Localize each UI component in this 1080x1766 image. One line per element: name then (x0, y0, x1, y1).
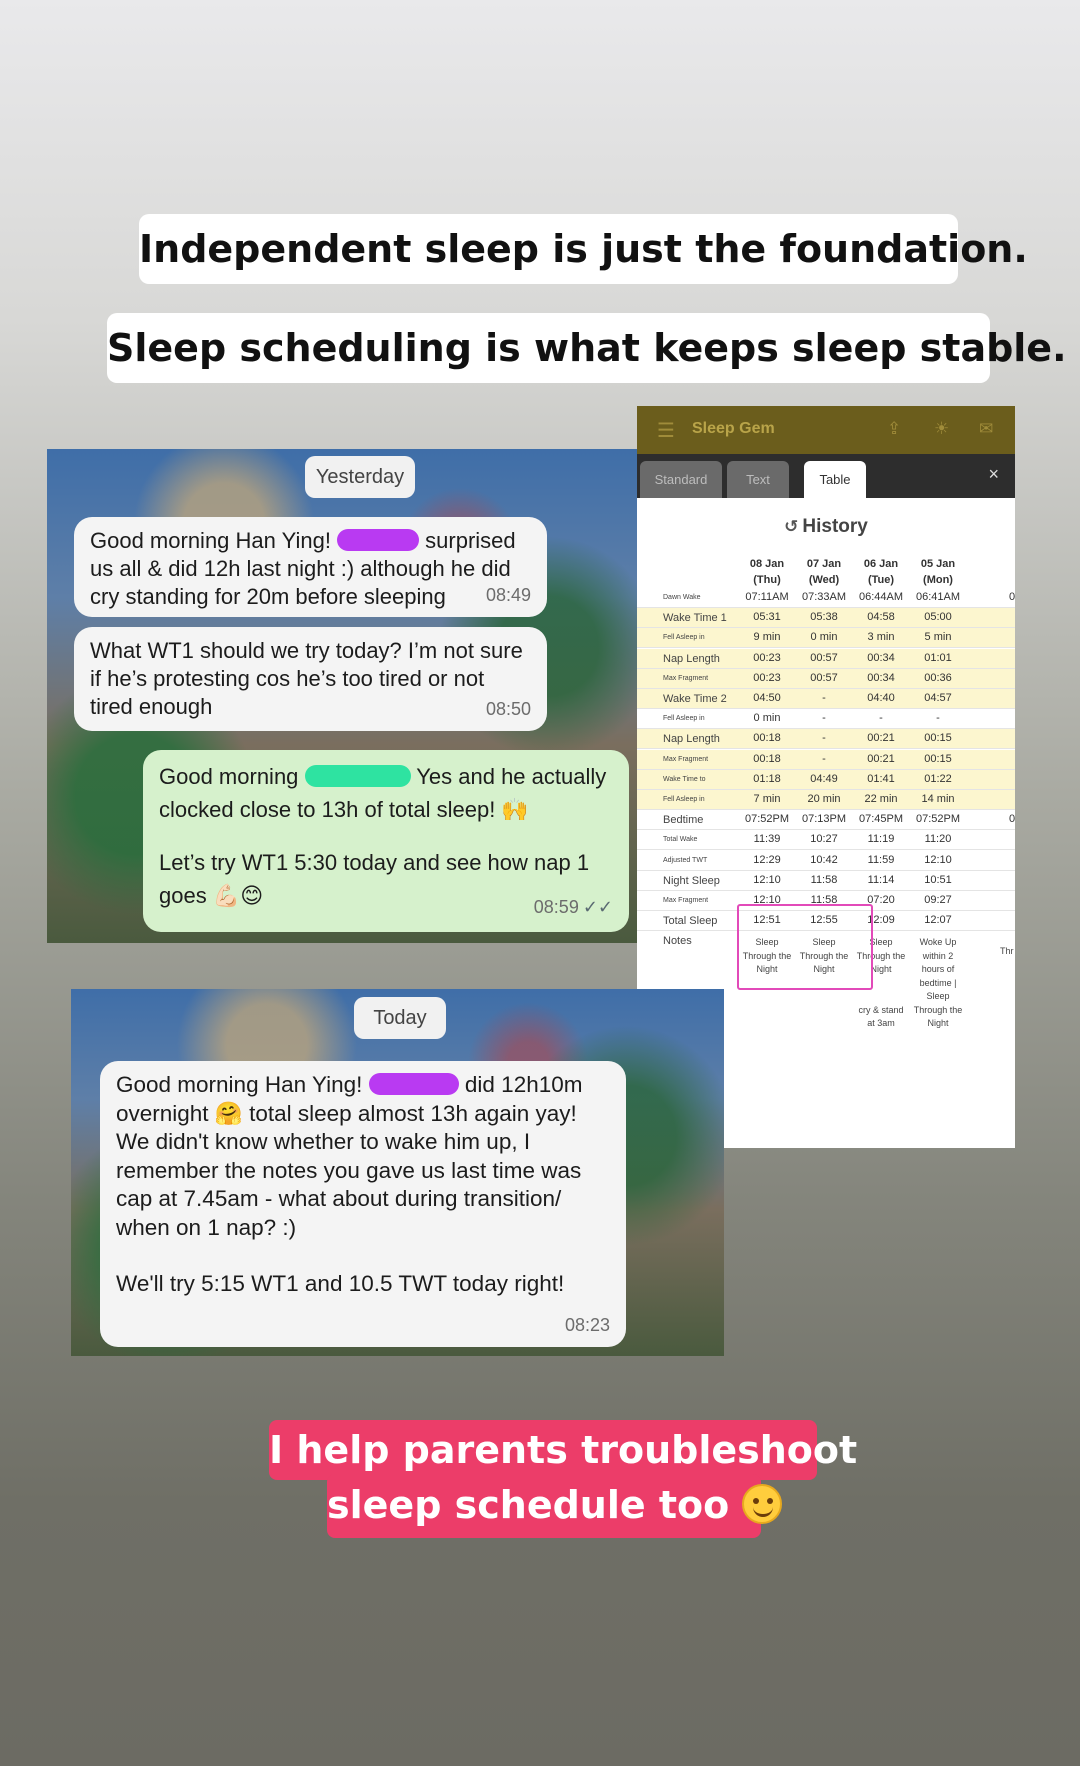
message-time (534, 891, 613, 924)
table-cell: 0 min (753, 712, 781, 725)
row-label: Wake Time 2 (663, 693, 727, 705)
brightness-icon[interactable]: ☀ (934, 419, 950, 438)
row-label: Nap Length (663, 652, 720, 665)
table-cell: 12:10 (753, 873, 781, 886)
column-header (850, 556, 912, 588)
message-bubble (74, 517, 547, 617)
column-date: 05 Jan (920, 558, 956, 570)
note-cell: Sleep Through the Night (742, 937, 792, 974)
table-cell: 05:38 (810, 611, 838, 624)
row-label: Bedtime (663, 814, 704, 827)
table-cell: 04:57 (924, 692, 952, 704)
table-cell: 11:19 (867, 833, 895, 846)
table-cell: 01:18 (753, 772, 781, 785)
table-cell: - (822, 712, 826, 725)
share-icon[interactable]: ⇪ (887, 419, 902, 438)
message-time: 08:49 (485, 585, 531, 605)
table-cell: 07:33AM (801, 591, 847, 603)
date-chip-today: Today (354, 997, 446, 1039)
row-label: Nap Length (663, 733, 720, 746)
table-cell: 12:29 (753, 853, 781, 866)
highlight-box (737, 904, 873, 990)
smiling-face-icon (742, 1484, 782, 1524)
row-label: Max Fragment (663, 674, 709, 682)
table-cell: 00:21 (867, 752, 895, 765)
message-text-second: Let’s try WT1 5:30 today and see how nap 1 goes 💪🏻😊 (159, 850, 590, 908)
table-cell: 20 min (807, 793, 841, 805)
cta-line-2 (327, 1474, 761, 1538)
message-bubble (100, 1061, 626, 1347)
chat-screenshot-today (71, 989, 724, 1356)
table-row (637, 588, 1015, 608)
column-day: (Mon) (923, 574, 953, 586)
table-row (637, 851, 1015, 871)
message-text: What WT1 should we try today? I’m not sure if he’s protesting cos he’s too tired or not tired enough (90, 638, 523, 719)
tab-standard[interactable]: Standard (640, 461, 722, 498)
menu-icon[interactable]: ☰ (657, 420, 675, 442)
row-label: Dawn Wake (663, 594, 701, 601)
app-header (637, 406, 1015, 454)
table-cell: 00:18 (753, 732, 781, 745)
table-cell: 09:27 (924, 894, 952, 906)
column-date: 07 Jan (806, 558, 842, 570)
table-cell: 05:31 (753, 611, 781, 624)
table-cell: 06:44AM (858, 591, 904, 603)
table-cell: 04:58 (867, 611, 895, 624)
redacted-name (305, 765, 411, 787)
table-cell: 7 min (753, 793, 781, 805)
message-time-value: 08:59 (533, 897, 579, 917)
table-cell: - (822, 752, 826, 765)
message-text: Good morning Han Ying! (90, 528, 338, 553)
app-tabs (637, 454, 1015, 498)
message-text: Good morning Han Ying! (116, 1072, 369, 1097)
table-cell: 04:40 (867, 692, 895, 704)
row-label: Fell Asleep in (663, 796, 705, 803)
table-cell: 0 min (810, 631, 838, 644)
row-label: Total Wake (663, 836, 698, 844)
column-header (793, 556, 855, 588)
column-day: (Tue) (867, 574, 895, 586)
history-title: History (802, 516, 868, 537)
column-day: (Thu) (753, 574, 781, 586)
row-label: Wake Time to (663, 775, 706, 783)
table-row (637, 770, 1015, 790)
table-row (637, 871, 1015, 891)
row-label: Total Sleep (663, 915, 718, 928)
table-cell: 12:10 (753, 894, 781, 906)
row-label: Night Sleep (663, 874, 720, 887)
table-cell: 00:57 (810, 671, 838, 684)
headline-line-1: Independent sleep is just the foundation. (139, 214, 958, 284)
table-cell: 00:23 (753, 651, 781, 664)
chat-screenshot-yesterday (47, 449, 637, 943)
table-row (637, 810, 1015, 830)
table-cell: 00:23 (753, 671, 781, 684)
table-cell: 00:15 (924, 732, 952, 745)
table-cell: 01:01 (924, 651, 952, 664)
row-label: Max Fragment (663, 897, 709, 904)
table-cell-cutoff: 0 (1009, 813, 1015, 826)
note-cell-cutoff: Thr (1000, 946, 1014, 956)
table-cell: 12:51 (753, 914, 781, 927)
history-icon: ↺ (784, 517, 799, 536)
table-cell: 05:00 (924, 611, 952, 624)
table-cell: 04:50 (753, 692, 781, 704)
column-date: 08 Jan (749, 558, 785, 570)
table-cell: 12:10 (924, 853, 952, 866)
table-cell: 11:58 (810, 894, 838, 906)
table-cell: 01:41 (867, 772, 895, 785)
table-cell: 07:20 (867, 894, 895, 906)
redacted-name (337, 529, 419, 551)
row-label: Max Fragment (663, 755, 709, 763)
table-cell: 10:27 (810, 833, 838, 846)
row-label: Adjusted TWT (663, 856, 708, 864)
cta-line-2-text: sleep schedule too (327, 1483, 730, 1527)
table-cell: 12:55 (810, 914, 838, 927)
table-row (637, 729, 1015, 749)
date-chip-yesterday: Yesterday (305, 456, 415, 498)
table-cell: - (936, 712, 940, 725)
table-row (637, 709, 1015, 729)
table-cell: - (822, 692, 826, 704)
table-cell: 12:07 (924, 914, 952, 927)
table-cell-cutoff: 0 (1009, 591, 1015, 603)
row-label: Wake Time 1 (663, 612, 727, 625)
table-cell: 06:41AM (915, 591, 961, 603)
history-heading (637, 516, 1015, 538)
table-cell: 11:39 (753, 833, 781, 846)
note-cell: Sleep Through the Night (799, 937, 849, 974)
table-cell: 07:11AM (745, 591, 789, 603)
row-label: Fell Asleep in (663, 715, 705, 723)
message-bubble-outgoing (143, 750, 629, 932)
table-cell: 04:49 (810, 772, 838, 785)
message-text: Good morning (159, 764, 305, 789)
table-cell: 10:42 (810, 853, 838, 866)
table-row (637, 790, 1015, 810)
headline-line-2: Sleep scheduling is what keeps sleep stable. (107, 313, 990, 383)
table-cell: 07:52PM (915, 813, 961, 826)
table-cell: 11:59 (867, 853, 895, 866)
close-icon[interactable]: × (988, 464, 999, 484)
table-cell: 12:09 (867, 914, 895, 927)
table-row (637, 750, 1015, 770)
column-day: (Wed) (808, 574, 840, 586)
read-receipt-icon: ✓✓ (582, 897, 613, 917)
table-cell: 11:58 (810, 873, 838, 886)
table-cell: 00:15 (924, 752, 952, 765)
column-header (736, 556, 798, 588)
table-cell: 07:45PM (858, 813, 904, 826)
table-cell: - (879, 712, 883, 725)
table-cell: 00:18 (753, 752, 781, 765)
message-time: 08:23 (564, 1314, 610, 1335)
table-cell: 3 min (867, 631, 895, 644)
table-cell: 00:34 (867, 651, 895, 664)
table-row (637, 689, 1015, 709)
table-cell: 14 min (921, 793, 955, 805)
message-text: Yes and he actually clocked close to 13h of total sleep! 🙌 (159, 764, 607, 822)
table-cell: 5 min (924, 631, 952, 644)
notes-label: Notes (663, 935, 692, 947)
cta-line-1: I help parents troubleshoot (269, 1420, 817, 1480)
table-row (637, 649, 1015, 669)
note-cell: Woke Up within 2 hours of bedtime | Sleep Through the Night (913, 937, 963, 1028)
table-cell: 00:34 (867, 671, 895, 684)
row-label: Fell Asleep in (663, 634, 705, 642)
table-row (637, 830, 1015, 850)
tab-table[interactable]: Table (804, 461, 866, 498)
table-cell: - (822, 732, 826, 745)
table-cell: 00:21 (867, 732, 895, 745)
table-cell: 9 min (753, 631, 781, 644)
table-cell: 11:14 (867, 873, 895, 886)
redacted-name (369, 1073, 459, 1095)
app-title: Sleep Gem (692, 420, 775, 437)
table-row (637, 628, 1015, 648)
message-bubble (74, 627, 547, 731)
message-text: surprised us all & did 12h last night :) although he did cry standing for 20m before sleeping (90, 528, 516, 609)
table-cell: 01:22 (924, 772, 952, 785)
table-cell: 07:52PM (744, 813, 790, 826)
column-header (907, 556, 969, 588)
message-text: did 12h10m overnight 🤗 total sleep almost 13h again yay! We didn't know whether to wake him up, I remember the notes you gave us last time was cap at 7.45am - what about during transition/ when on 1 nap? :) (116, 1072, 583, 1240)
table-cell: 00:57 (810, 651, 838, 664)
table-row (637, 669, 1015, 689)
note-cell: Sleep Through the Night cry & stand at 3am (856, 937, 906, 1028)
table-row (637, 608, 1015, 628)
table-cell: 11:20 (924, 833, 952, 846)
table-cell: 10:51 (924, 873, 952, 886)
tab-text[interactable]: Text (727, 461, 789, 498)
table-cell: 07:13PM (801, 813, 847, 826)
table-cell: 00:36 (924, 671, 952, 684)
message-text-second: We'll try 5:15 WT1 and 10.5 TWT today right! (116, 1271, 565, 1296)
table-cell: 22 min (864, 793, 898, 805)
message-time: 08:50 (485, 699, 531, 719)
column-date: 06 Jan (863, 558, 899, 570)
mail-icon[interactable]: ✉ (979, 419, 994, 438)
